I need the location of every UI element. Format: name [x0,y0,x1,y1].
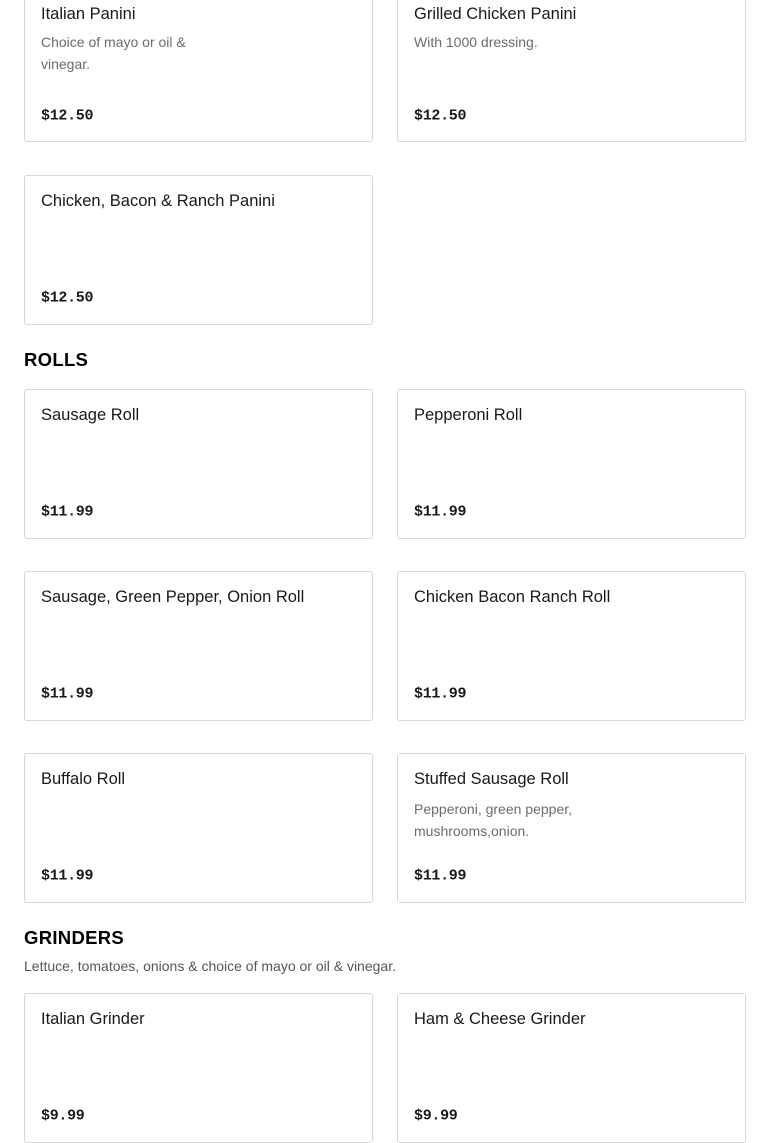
item-description: Pepperoni, green pepper, mushrooms,onion. [414,801,573,839]
item-price: $11.99 [41,867,94,885]
item-price: $9.99 [414,1107,458,1125]
item-name: Pepperoni Roll [414,406,523,424]
item-name: Chicken Bacon Ranch Roll [414,588,611,606]
item-price: $11.99 [41,503,94,521]
item-name: Grilled Chicken Panini [414,5,577,23]
item-description: With 1000 dressing. [414,34,538,50]
item-name: Sausage Roll [41,406,140,424]
item-name: Sausage, Green Pepper, Onion Roll [41,588,305,606]
menu-item-card[interactable] [397,753,746,903]
menu-item-card[interactable] [24,389,373,539]
menu-item-card[interactable] [24,753,373,903]
menu-item-card[interactable] [24,993,373,1143]
item-name: Chicken, Bacon & Ranch Panini [41,192,275,210]
menu-item-card[interactable] [24,0,373,142]
item-price: $12.50 [41,107,94,125]
section-title-grinders: GRINDERS [24,927,125,948]
item-price: $11.99 [414,867,467,885]
item-price: $9.99 [41,1107,85,1125]
section-description: Lettuce, tomatoes, onions & choice of mayo or oil & vinegar. [24,958,396,974]
section-title-rolls: ROLLS [24,349,89,370]
item-description: Choice of mayo or oil & vinegar. [41,34,186,72]
item-name: Italian Panini [41,5,136,23]
item-price: $12.50 [41,289,94,307]
menu-item-card[interactable] [397,993,746,1143]
menu-item-card[interactable] [24,571,373,721]
item-name: Stuffed Sausage Roll [414,770,569,788]
item-price: $11.99 [414,503,467,521]
menu-item-card[interactable] [397,389,746,539]
menu-item-card[interactable] [24,175,373,325]
menu-item-card[interactable] [397,571,746,721]
item-name: Buffalo Roll [41,770,126,788]
item-price: $11.99 [41,685,94,703]
item-price: $11.99 [414,685,467,703]
item-name: Italian Grinder [41,1010,145,1028]
item-price: $12.50 [414,107,467,125]
item-name: Ham & Cheese Grinder [414,1010,586,1028]
menu-item-card[interactable] [397,0,746,142]
